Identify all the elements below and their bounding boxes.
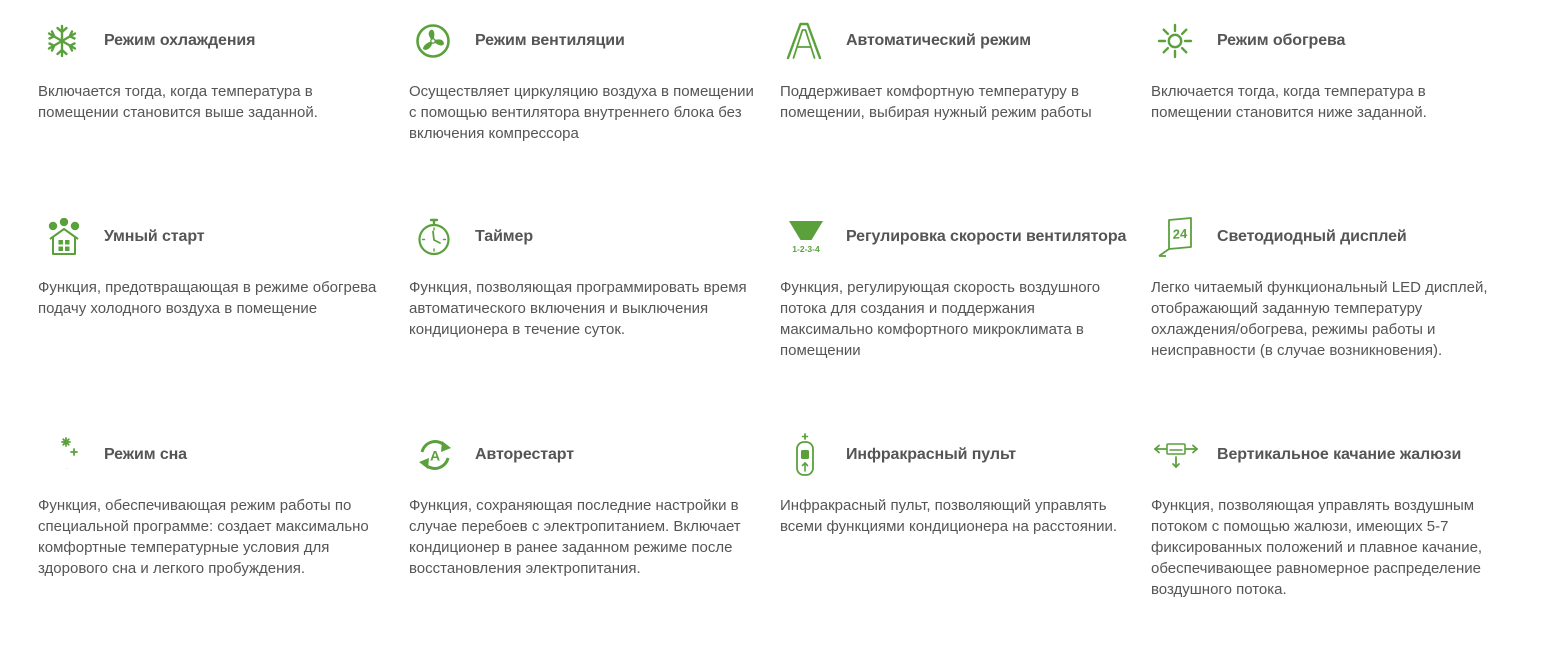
feature-ventilation-mode	[409, 0, 780, 196]
feature-description: Функция, предотвращающая в режиме обогрева подачу холодного воздуха в помещение	[38, 279, 377, 317]
feature-sleep-mode	[38, 414, 409, 644]
feature-description: Легко читаемый функциональный LED дисплей, отображающий заданную температуру охлаждения/обогрева, режимы работы и неисправности (в случае возникновения).	[1151, 279, 1488, 359]
features-grid	[38, 0, 1538, 644]
feature-header	[780, 434, 1016, 476]
autorestart-icon	[409, 434, 459, 476]
feature-header	[409, 434, 574, 476]
feature-heating-mode	[1151, 0, 1522, 196]
fan-speed-icon	[780, 216, 830, 258]
feature-description: Функция, позволяющая программировать время автоматического включения и выключения кондиционера в течение суток.	[409, 279, 747, 338]
feature-description: Функция, сохраняющая последние настройки в случае перебоев с электропитанием. Включает кондиционер в ранее заданном режиме после восстановления электропитания.	[409, 497, 741, 577]
feature-header	[38, 20, 255, 62]
feature-louver-swing	[1151, 414, 1522, 644]
led-display-label: 24	[1172, 225, 1188, 242]
feature-smart-start	[38, 196, 409, 414]
feature-cooling-mode	[38, 0, 409, 196]
feature-title: Регулировка скорости вентилятора	[846, 228, 1127, 245]
feature-title: Светодиодный дисплей	[1217, 228, 1407, 245]
feature-description: Осуществляет циркуляцию воздуха в помещении с помощью вентилятора внутреннего блока без включения компрессора	[409, 83, 754, 142]
feature-description: Функция, позволяющая управлять воздушным потоком с помощью жалюзи, имеющих 5-7 фиксированных положений и плавное качание, обеспечивающее равномерное распределение воздушного потока.	[1151, 497, 1483, 598]
feature-header	[38, 434, 187, 476]
feature-title: Умный старт	[104, 228, 205, 245]
feature-title: Режим сна	[104, 446, 187, 463]
autorestart-label: A	[429, 447, 441, 464]
feature-description: Поддерживает комфортную температуру в помещении, выбирая нужный режим работы	[780, 83, 1092, 121]
snowflake-icon	[38, 20, 88, 62]
auto-mode-icon	[780, 20, 830, 62]
fan-speed-label: 1-2-3-4	[792, 244, 820, 254]
feature-description: Включается тогда, когда температура в помещении становится ниже заданной.	[1151, 83, 1427, 121]
feature-header	[38, 216, 205, 258]
remote-control-icon	[780, 434, 830, 476]
feature-header	[409, 216, 533, 258]
louver-swing-icon	[1151, 434, 1201, 476]
feature-header	[1151, 20, 1345, 62]
feature-description: Функция, обеспечивающая режим работы по специальной программе: создает максимально комфортные температурные условия для здорового сна и легкого пробуждения.	[38, 497, 369, 577]
moon-stars-icon	[38, 434, 88, 476]
feature-title: Таймер	[475, 228, 534, 245]
feature-description: Инфракрасный пульт, позволяющий управлять всеми функциями кондиционера на расстоянии.	[780, 497, 1118, 535]
feature-fan-speed	[780, 196, 1151, 414]
feature-led-display	[1151, 196, 1522, 414]
feature-header	[1151, 434, 1461, 476]
feature-title: Режим обогрева	[1217, 32, 1346, 49]
feature-description: Включается тогда, когда температура в помещении становится выше заданной.	[38, 83, 318, 121]
feature-header	[780, 216, 1126, 258]
feature-ir-remote	[780, 414, 1151, 644]
feature-autorestart	[409, 414, 780, 644]
led-display-icon	[1151, 216, 1201, 258]
feature-title: Режим охлаждения	[104, 32, 256, 49]
feature-title: Инфракрасный пульт	[846, 446, 1017, 463]
feature-timer	[409, 196, 780, 414]
feature-description: Функция, регулирующая скорость воздушного потока для создания и поддержания максимально комфортного микроклимата в помещении	[780, 279, 1101, 359]
feature-header	[409, 20, 625, 62]
feature-header	[1151, 216, 1407, 258]
stopwatch-icon	[409, 216, 459, 258]
feature-title: Авторестарт	[475, 446, 574, 463]
feature-header	[780, 20, 1031, 62]
fan-icon	[409, 20, 459, 62]
feature-title: Автоматический режим	[846, 32, 1032, 49]
feature-auto-mode	[780, 0, 1151, 196]
sun-icon	[1151, 20, 1201, 62]
feature-title: Режим вентиляции	[475, 32, 625, 49]
smart-start-house-icon	[38, 216, 88, 258]
feature-title: Вертикальное качание жалюзи	[1217, 446, 1462, 463]
